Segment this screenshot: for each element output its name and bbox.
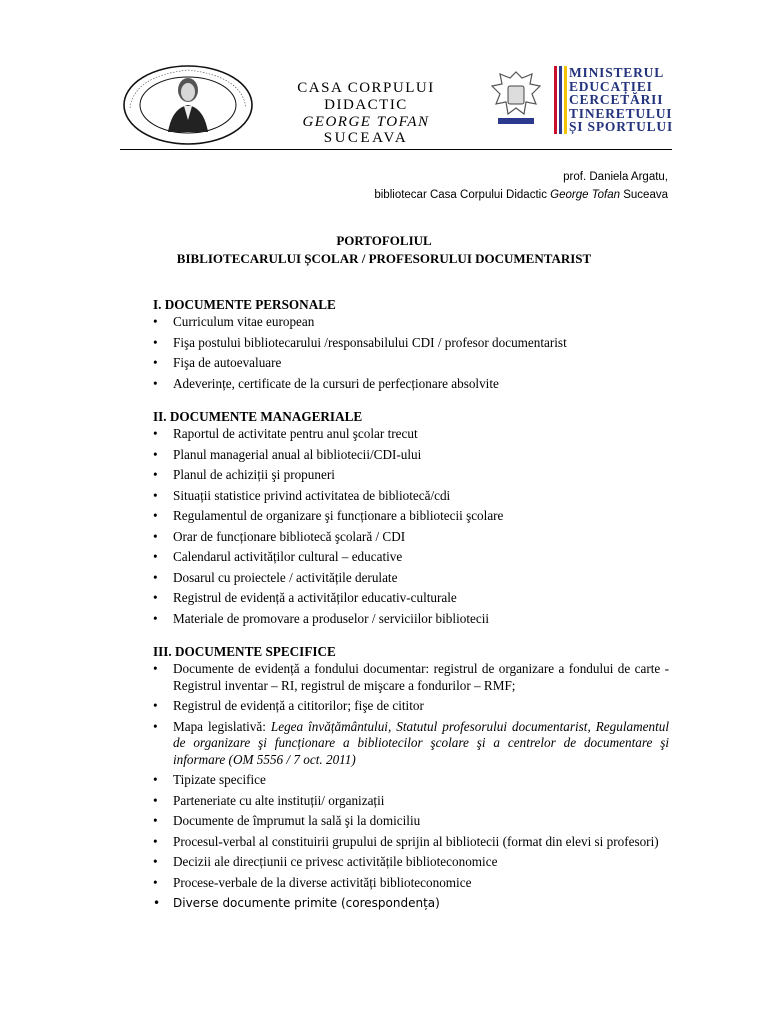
author-role-italic: George Tofan	[550, 189, 621, 201]
bullet-list	[153, 314, 669, 392]
ministry-line: CERCETĂRII	[569, 92, 664, 108]
institution-line2: GEORGE TOFAN	[302, 114, 430, 130]
list-item: • Materiale de promovare a produselor / serviciilor bibliotecii	[153, 611, 669, 628]
list-item: • Adeverințe, certificate de la cursuri de perfecționare absolvite	[153, 376, 669, 393]
list-item: • Dosarul cu proiectele / activitățile derulate	[153, 570, 669, 587]
list-item: • Fişa postului bibliotecarului /responsabilului CDI / profesor documentarist	[153, 335, 669, 352]
title-line1: PORTOFOLIUL	[336, 233, 432, 248]
author-role	[374, 186, 668, 204]
list-item: • Registrul de evidență a cititorilor; fişe de cititor	[153, 698, 669, 715]
bullet-list	[153, 426, 669, 627]
header-divider	[120, 149, 672, 150]
list-item: • Planul managerial anual al bibliotecii/CDI-ului	[153, 447, 669, 464]
ministry-line: TINERETULUI	[569, 105, 673, 121]
ministry-line: MINISTERUL	[569, 65, 665, 80]
list-item: • Fişa de autoevaluare	[153, 355, 669, 372]
list-item: • Documente de evidență a fondului documentar: registrul de organizare a fondului de carte - Registrul inventar – RI, registrul de mişcare a fondurilor – RMF;	[153, 661, 669, 694]
ministry-line: ȘI SPORTULUI	[569, 119, 674, 135]
title-line2: BIBLIOTECARULUI ȘCOLAR / PROFESORULUI DOCUMENTARIST	[176, 251, 592, 266]
ministry-name	[569, 66, 673, 134]
section-documente-manageriale	[153, 408, 669, 627]
list-item: • Decizii ale direcțiunii ce privesc activitățile biblioteconomice	[153, 854, 669, 871]
bullet-list	[153, 661, 669, 912]
list-item: • Situații statistice privind activitatea de bibliotecă/cdi	[153, 488, 669, 505]
flag-stripe-blue	[559, 66, 562, 134]
section-documente-personale	[153, 296, 669, 392]
section-title: III. DOCUMENTE SPECIFICE	[153, 644, 336, 659]
author-role-prefix: bibliotecar Casa Corpului Didactic	[374, 189, 551, 201]
list-item: • Curriculum vitae european	[153, 314, 669, 331]
author-role-suffix: Suceava	[620, 189, 668, 201]
list-item	[153, 719, 669, 769]
list-item: • Parteneriate cu alte instituții/ organizații	[153, 793, 669, 810]
list-item: • Orar de funcționare bibliotecă şcolară / CDI	[153, 529, 669, 546]
author-name: prof. Daniela Argatu,	[563, 171, 668, 183]
flag-stripe-red	[554, 66, 557, 134]
letterhead	[0, 0, 768, 150]
institution-line3: SUCEAVA	[323, 130, 409, 146]
casa-corpului-didactic-seal-logo	[120, 64, 256, 146]
list-item: • Diverse documente primite (corespondența)	[153, 895, 669, 912]
list-item-prefix: Mapa legislativă:	[173, 718, 271, 734]
institution-name	[258, 80, 474, 147]
list-item: • Procese-verbale de la diverse activități biblioteconomice	[153, 875, 669, 892]
section-title: II. DOCUMENTE MANAGERIALE	[153, 409, 363, 424]
section-documente-specifice	[153, 643, 669, 912]
list-item-italic: Legea învățământului, Statutul profesorului documentarist, Regulamentul de organizare şi funcționare a bibliotecilor şcolare şi a centrelor de documentare şi informare (OM 5556 / 7 oct. 2011)	[173, 718, 669, 767]
list-item: • Procesul-verbal al constituirii grupului de sprijin al bibliotecii (format din elevi si profesori)	[153, 834, 669, 851]
author-block	[374, 168, 668, 204]
list-item: • Raportul de activitate pentru anul şcolar trecut	[153, 426, 669, 443]
section-title: I. DOCUMENTE PERSONALE	[153, 297, 336, 312]
romania-coat-of-arms-icon	[486, 68, 546, 130]
document-body	[153, 296, 669, 928]
document-title	[0, 232, 768, 268]
list-item: • Documente de împrumut la sală şi la domiciliu	[153, 813, 669, 830]
flag-stripe-yellow	[564, 66, 567, 134]
list-item: • Planul de achiziții şi propuneri	[153, 467, 669, 484]
list-item: • Tipizate specifice	[153, 772, 669, 789]
list-item: • Regulamentul de organizare şi funcționare a bibliotecii şcolare	[153, 508, 669, 525]
list-item: • Calendarul activităților cultural – educative	[153, 549, 669, 566]
list-item: • Registrul de evidență a activităților educativ-culturale	[153, 590, 669, 607]
institution-line1: CASA CORPULUI DIDACTIC	[297, 80, 435, 113]
ministry-line: EDUCAȚIEI	[569, 78, 653, 94]
